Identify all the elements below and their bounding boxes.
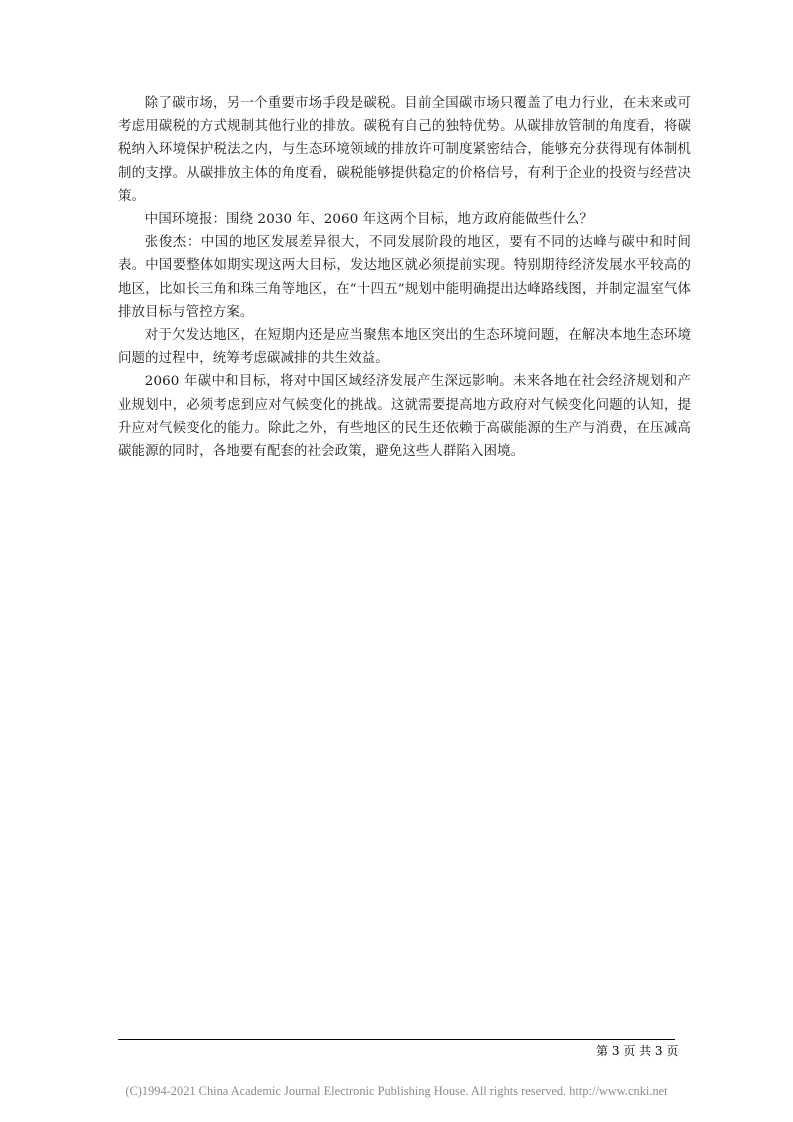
footer-divider xyxy=(118,1039,675,1040)
paragraph-underdeveloped-regions: 对于欠发达地区，在短期内还是应当聚焦本地区突出的生态环境问题，在解决本地生态环境问题的过程中，统筹考虑碳减排的共生效益。 xyxy=(118,328,691,367)
paragraph-carbon-neutrality: 2060 年碳中和目标，将对中国区域经济发展产生深远影响。未来各地在社会经济规划和产业规划中，必须考虑到应对气候变化的挑战。这就需要提高地方政府对气候变化问题的认知，提升应对气候变化的能力。除此之外，有些地区的民生还依赖于高碳能源的生产与消费，在压减高碳能源的同时，各地要有配套的社会政策，避免这些人群陷入困境。 xyxy=(118,374,691,460)
copyright-notice: (C)1994-2021 China Academic Journal Electronic Publishing House. All rights reserved. http://www.cnki.net xyxy=(125,1084,668,1098)
page-number: 第 3 页 共 3 页 xyxy=(596,1044,679,1058)
paragraph-interview-question: 中国环境报：围绕 2030 年、2060 年这两个目标，地方政府能做些什么？ xyxy=(144,212,593,228)
article-body xyxy=(118,92,691,463)
paragraph-interview-answer: 张俊杰：中国的地区发展差异很大，不同发展阶段的地区，要有不同的达峰与碳中和时间表。中国要整体如期实现这两大目标，发达地区就必须提前实现。特别期待经济发展水平较高的地区，比如长三角和珠三角等地区，在“十四五”规划中能明确提出达峰路线图，并制定温室气体排放目标与管控方案。 xyxy=(118,235,691,320)
paragraph-carbon-tax: 除了碳市场，另一个重要市场手段是碳税。目前全国碳市场只覆盖了电力行业，在未来或可考虑用碳税的方式规制其他行业的排放。碳税有自己的独特优势。从碳排放管制的角度看，将碳税纳入环境保护税法之内，与生态环境领域的排放许可制度紧密结合，能够充分获得现有体制机制的支撑。从碳排放主体的角度看，碳税能够提供稳定的价格信号，有利于企业的投资与经营决策。 xyxy=(118,96,691,204)
